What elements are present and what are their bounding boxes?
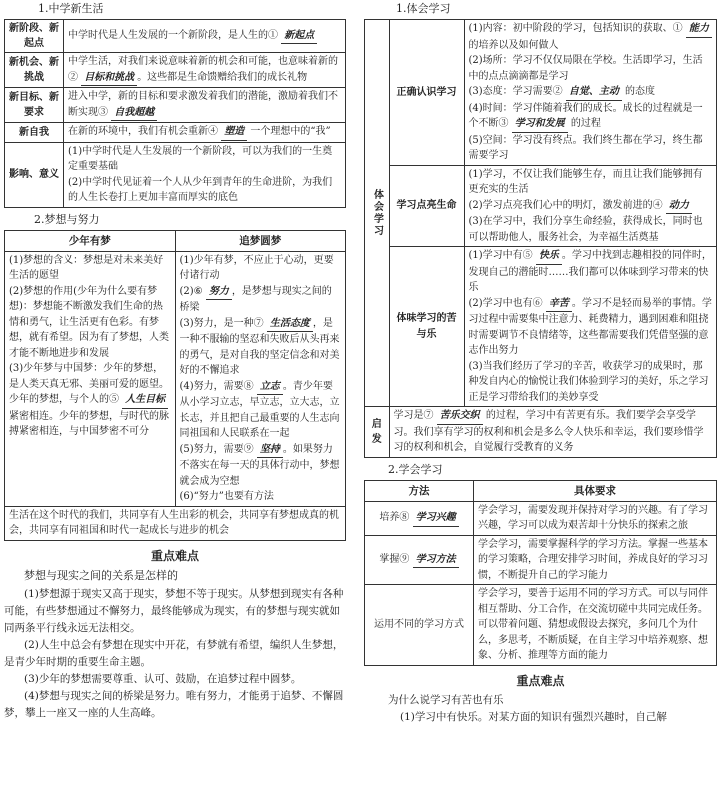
method-cell xyxy=(365,585,474,666)
row-label: 学习点亮生命 xyxy=(389,165,464,247)
content-line xyxy=(180,379,342,442)
dream-table xyxy=(4,230,346,541)
row-content xyxy=(64,88,346,123)
item-text: (2)学习中也有⑥ xyxy=(468,297,546,309)
paragraph: (1)梦想源于现实又高于现实，梦想不等于现实。从梦想到现实有各种可能，有些梦想通过不懈努力，最终能够成为现实，有的梦想与现实就如同两条平行线永远无法相交。 xyxy=(4,587,344,634)
content-line xyxy=(469,21,713,53)
item-text: ，是一种不服输的坚忍和失败后从头再来的勇气，是对自我的坚定信念和对美好的不懈追求 xyxy=(179,317,340,377)
row-label: 新自我 xyxy=(5,123,64,143)
answer-blank: 苦乐交织 xyxy=(437,408,483,425)
answer-blank: 学习和发展 xyxy=(512,116,568,133)
answer-blank: 自我超越 xyxy=(111,105,157,122)
table-row xyxy=(5,142,346,207)
key-question: 梦想与现实之间的关系是怎样的 xyxy=(24,569,178,583)
method-text: 运用不同的学习方式 xyxy=(374,619,464,631)
column-header: 少年有梦 xyxy=(5,230,176,251)
row-content xyxy=(64,123,346,143)
item-text: (4)努力，需要⑧ xyxy=(179,380,257,392)
requirement-cell: 学会学习，需要掌握科学的学习方法。掌握一些基本的学习策略，合理安排学习时间，养成良好的学习习惯，不断提升自己的学习能力 xyxy=(474,535,717,585)
paragraph: (4)梦想与现实之间的桥梁是努力。唯有努力，才能勇于追梦、不懈圆梦，攀上一座又一座的人生高峰。 xyxy=(4,689,344,719)
content-line xyxy=(469,359,713,406)
answer-blank: 学习兴趣 xyxy=(413,510,459,527)
content-line xyxy=(469,296,713,359)
item-text: (5)空间：学习没有终点。我们终生都在学习，终生都需要学习 xyxy=(468,134,703,162)
item-text: (2)学习点亮我们心中的明灯，激发前进的④ xyxy=(468,199,666,211)
item-text: (1)梦想的含义：梦想是对未来美好生活的愿望 xyxy=(9,254,164,282)
answer-blank: 辛苦 xyxy=(546,296,572,313)
content-line xyxy=(9,361,171,440)
answer-blank: 生活态度 xyxy=(267,316,313,333)
learn-to-learn-table xyxy=(364,480,717,666)
section-title: 1.体会学习 xyxy=(396,2,451,15)
item-text: 。如果努力不落实在每一天的具体行动中，梦想就会成为空想 xyxy=(179,443,340,487)
row-label: 新机会、新挑战 xyxy=(5,53,64,88)
key-points-title: 重点难点 xyxy=(150,548,199,563)
item-text: (2)梦想的作用(少年为什么要有梦想)：梦想能不断激发我们生命的热情和勇气，让生活更有色彩。有梦想，就有希望。因为有了梦想，人类才能不断地进步和发展 xyxy=(9,285,169,359)
item-text: (1)少年有梦，不应止于心动，更要付诸行动 xyxy=(179,254,334,282)
content-line xyxy=(68,89,341,121)
table-row xyxy=(5,88,346,123)
column-header: 追梦圆梦 xyxy=(175,230,346,251)
content-line xyxy=(469,84,713,101)
item-text: (1)学习中有⑤ xyxy=(468,250,536,262)
content-line xyxy=(180,316,342,379)
answer-blank: 新起点 xyxy=(281,28,317,45)
item-text: 。青少年要从小学习立志，早立志，立大志，立长志，并且把自己最重要的人生志向同祖国和人民联系在一起 xyxy=(179,380,340,440)
table-row xyxy=(365,535,717,585)
item-text: 进入中学，新的目标和要求激发着我们的潜能，激励着我们不断实现③ xyxy=(68,91,338,118)
answer-blank: 动力 xyxy=(666,198,692,215)
content-line xyxy=(469,167,713,198)
content-line xyxy=(68,124,341,141)
table-row xyxy=(365,501,717,535)
row-label: 新目标、新要求 xyxy=(5,88,64,123)
new-life-table xyxy=(4,19,346,208)
table-row xyxy=(365,247,717,407)
row-label: 体味学习的苦与乐 xyxy=(389,247,464,407)
item-text: (1)学习，不仅让我们能够生存，而且让我们能够拥有更充实的生活 xyxy=(468,168,703,196)
paragraph: (2)人生中总会有梦想在现实中开花，有梦就有希望，编织人生梦想，是青少年时期的重要生命主题。 xyxy=(4,638,344,668)
content-line xyxy=(469,248,713,296)
section-title: 1.中学新生活 xyxy=(38,2,104,15)
row-content xyxy=(464,247,717,407)
answer-blank: 自觉、主动 xyxy=(566,84,622,101)
item-text: 。学习不是轻而易举的事情。学习过程中需要集中注意力、耗费精力，遇到困难和阻挠时需要调节不良情绪等，这些都需要我们凭借坚强的意志作出努力 xyxy=(468,297,712,357)
item-text: (6)“努力”也要有方法 xyxy=(179,491,274,503)
pursue-cell xyxy=(175,251,346,506)
table-row xyxy=(365,165,717,247)
item-text: 在新的环境中，我们有机会重新④ xyxy=(68,126,222,138)
answer-blank: 人生目标 xyxy=(122,392,168,409)
item-text: (1)内容：初中阶段的学习，包括知识的获取、① xyxy=(468,23,686,35)
answer-blank: 快乐 xyxy=(536,248,562,265)
item-text: (3)努力，是一种⑦ xyxy=(179,317,267,329)
row-content xyxy=(64,142,346,207)
content-line xyxy=(180,489,342,505)
item-text: 的培养以及如何做人 xyxy=(468,39,559,51)
content-line xyxy=(68,54,341,86)
item-text: (3)当我们经历了学习的辛苦，收获学习的成果时，那种发自内心的愉悦让我们体验到学习的美好，乐之学习正是学习带给我们的美妙享受 xyxy=(468,360,709,403)
requirement-cell: 学会学习，需要发现并保持对学习的兴趣。有了学习兴趣，学习可以成为艰苦却十分快乐的探索之旅 xyxy=(474,501,717,535)
table-row xyxy=(5,20,346,53)
row-content xyxy=(64,20,346,53)
dream-cell xyxy=(5,251,176,506)
experience-learning-table xyxy=(364,19,717,458)
item-text: 中学生活，对我们来说意味着新的机会和可能，也意味着新的② xyxy=(68,56,338,83)
column-header: 具体要求 xyxy=(474,480,717,501)
content-line xyxy=(469,53,713,84)
answer-blank: 立志 xyxy=(257,379,283,396)
content-line: (2)中学时代见证着一个人从少年到青年的生命进阶，为我们的人生长卷打上更加丰富而厚实的底色 xyxy=(68,176,333,204)
item-text: 的态度 xyxy=(621,86,656,98)
key-text xyxy=(364,692,717,725)
right-column xyxy=(364,0,717,725)
row-content xyxy=(389,407,717,458)
row-content xyxy=(464,165,717,247)
item-text: 中学时代是人生发展的一个新阶段，是人生的① xyxy=(68,29,282,41)
group-label: 体会学习 xyxy=(365,20,390,407)
item-text: (5)努力，需要⑨ xyxy=(179,443,257,455)
item-text: 一个理想中的“我” xyxy=(247,126,331,138)
key-question: 为什么说学习有苦也有乐 xyxy=(388,694,504,707)
content-line: (1)中学时代是人生发展的一个新阶段，可以为我们的一生奠定重要基础 xyxy=(68,145,333,173)
content-line xyxy=(68,28,341,45)
answer-blank: 努力 xyxy=(206,284,232,301)
table-row xyxy=(365,20,717,166)
content-line xyxy=(469,214,713,245)
row-content xyxy=(464,20,717,166)
content-line xyxy=(9,284,171,362)
item-text: 的过程 xyxy=(567,118,601,130)
item-text: (3)在学习中，我们分享生命经验，获得成长，同时也可以帮助他人，服务社会，为幸福生活奠基 xyxy=(468,216,703,243)
item-text: (2)场所：学习不仅仅局限在学校。生活即学习，生活中的点点滴滴都是学习 xyxy=(468,55,703,82)
table-row xyxy=(365,407,717,458)
item-text: 。这些都是生命馈赠给我们的成长礼物 xyxy=(137,71,308,83)
method-text: 培养⑧ xyxy=(379,512,413,524)
item-text: ，是梦想与现实之间的桥梁 xyxy=(179,285,332,314)
content-line xyxy=(180,284,342,316)
item-text: 的过程，学习中有苦更有乐。我们要学会享受学习。我们享有学习的权利和机会是多么令人快乐和幸运，我们要珍惜学习的权利和机会，自觉履行受教育的义务 xyxy=(393,410,704,454)
row-content xyxy=(64,53,346,88)
item-text: (3)态度：学习需要② xyxy=(468,86,566,98)
content-line xyxy=(180,253,342,284)
answer-blank: 学习方法 xyxy=(413,552,459,569)
key-text xyxy=(4,586,346,722)
content-line xyxy=(469,101,713,133)
content-line xyxy=(180,442,342,490)
requirement-cell: 学会学习，要善于运用不同的学习方式。可以与同伴相互帮助、分工合作，在交流切磋中共同完成任务。可以带着问题、猜想或假设去探究，多问几个为什么，多思考，不断质疑，在自主学习中培养观察、想象、分析、推理等方面的能力 xyxy=(474,585,717,666)
item-text: 紧密相连。少年的梦想，与时代的脉搏紧密相连，与中国梦密不可分 xyxy=(9,410,169,438)
section-title: 2.学会学习 xyxy=(388,462,443,476)
paragraph: (1)学习中有快乐。对某方面的知识有强烈兴趣时，自己解 xyxy=(400,710,667,723)
section-title: 2.梦想与努力 xyxy=(34,212,100,226)
method-text: 掌握⑨ xyxy=(379,553,413,565)
row-label: 正确认识学习 xyxy=(389,20,464,166)
table-row xyxy=(5,53,346,88)
table-footer: 生活在这个时代的我们，共同享有人生出彩的机会，共同享有梦想成真的机会，共同享有同祖国和时代一起成长与进步的机会 xyxy=(5,506,346,540)
answer-blank: 目标和挑战 xyxy=(81,70,137,87)
item-text: 学习是⑦ xyxy=(393,410,437,422)
content-line xyxy=(9,253,171,284)
paragraph: (3)少年的梦想需要尊重、认可、鼓励，在追梦过程中圆梦。 xyxy=(24,672,302,685)
method-cell xyxy=(365,501,474,535)
column-header: 方法 xyxy=(365,480,474,501)
row-label: 影响、意义 xyxy=(5,142,64,207)
left-column xyxy=(4,0,346,722)
key-points-title: 重点难点 xyxy=(516,673,565,688)
content-line xyxy=(469,198,713,215)
item-text: (4)时间：学习伴随着我们的成长。成长的过程就是一个不断③ xyxy=(468,102,703,130)
table-row xyxy=(365,585,717,666)
row-label: 启发 xyxy=(365,407,390,458)
content-line xyxy=(469,133,713,164)
item-text: 。学习中找到志趣相投的同伴时，发现自己的潜能时……我们都可以体味到学习带来的快乐 xyxy=(468,250,712,294)
table-row xyxy=(5,123,346,143)
row-label: 新阶段、新起点 xyxy=(5,20,64,53)
item-text: (2)⑥ xyxy=(179,285,206,297)
method-cell xyxy=(365,535,474,585)
answer-blank: 塑造 xyxy=(221,124,247,141)
answer-blank: 坚持 xyxy=(257,442,283,459)
answer-blank: 能力 xyxy=(686,21,712,38)
item-text: (3)少年梦与中国梦：少年的梦想，是人类天真无邪、美丽可爱的愿望。少年的梦想，与个人的⑤ xyxy=(9,363,169,406)
content-line xyxy=(394,408,713,456)
